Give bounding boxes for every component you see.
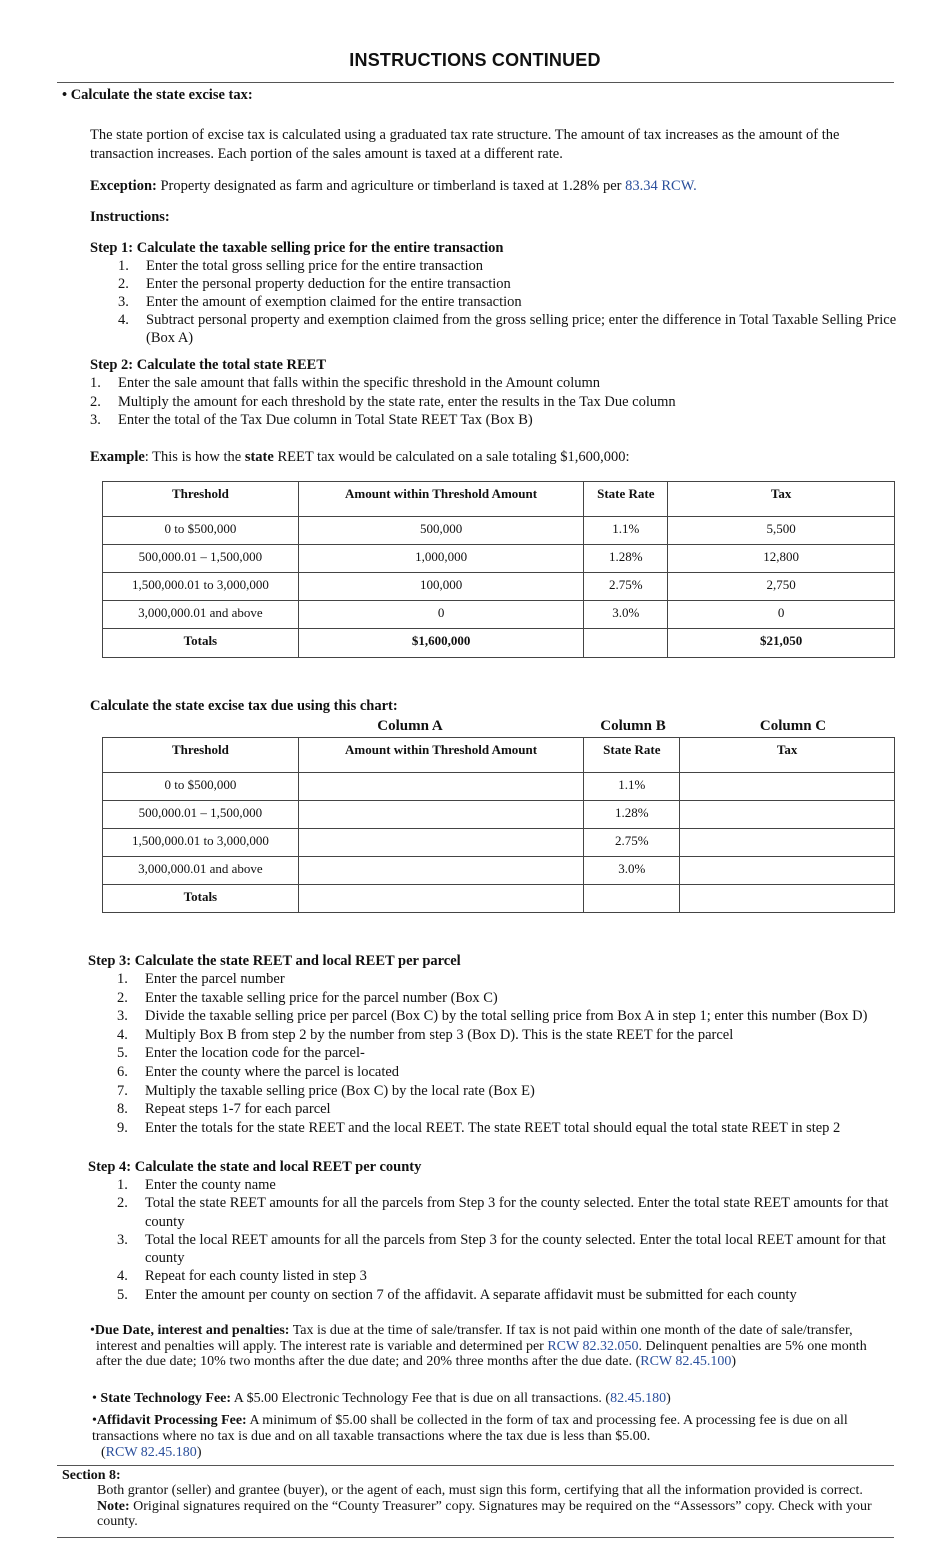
step2-item-number: 2.: [90, 393, 101, 410]
step3-list: [117, 970, 927, 1137]
affidavit-bullet-glyph: •: [92, 1413, 97, 1428]
step4-item: [117, 1176, 922, 1194]
due-label: Due Date, interest and penalties:: [94, 1323, 290, 1338]
example-table-row: [103, 545, 895, 573]
step3-item: [117, 989, 927, 1008]
step3-heading: Step 3: Calculate the state REET and local REET per parcel: [88, 953, 461, 969]
tech-label: State Technology Fee:: [100, 1391, 232, 1406]
example-totals-rate: [584, 629, 668, 658]
step3-item-text: Enter the taxable selling price for the parcel number (Box C): [145, 989, 498, 1006]
step2-item-text: Multiply the amount for each threshold by the state rate, enter the results in the Tax Due column: [118, 393, 676, 410]
chart-cell-tax[interactable]: [680, 829, 895, 857]
example-table-row: [103, 601, 895, 629]
rcw-823205-link[interactable]: RCW 82.32.050: [547, 1338, 639, 1354]
page-title: INSTRUCTIONS CONTINUED: [349, 50, 601, 70]
example-cell-threshold: 0 to $500,000: [103, 517, 299, 545]
step4-heading: Step 4: Calculate the state and local REET per county: [88, 1159, 422, 1175]
step4-item: [117, 1286, 922, 1304]
section8-divider-bottom: [57, 1537, 894, 1538]
section8-note-label: Note:: [97, 1498, 130, 1514]
step3-item: [117, 1119, 927, 1138]
step4-list: [117, 1176, 922, 1304]
example-header-row: [103, 482, 895, 517]
step4-item-text: Total the local REET amounts for all the parcels from Step 3 for the county selected. Enter the total local REET amount for that county: [145, 1231, 886, 1267]
due-bullet-glyph: •: [90, 1323, 95, 1338]
example-totals-row: [103, 629, 895, 658]
chart-cell-threshold: 1,500,000.01 to 3,000,000: [103, 829, 299, 857]
chart-cell-threshold: 500,000.01 – 1,500,000: [103, 801, 299, 829]
section8-text1: Both grantor (seller) and grantee (buyer), or the agent of each, must sign this form, certifying that all the information provided is correct.: [97, 1483, 863, 1498]
step3-item-number: 5.: [117, 1045, 128, 1062]
rcw-8245180-link[interactable]: 82.45.180: [610, 1391, 667, 1406]
chart-cell-amount[interactable]: [298, 857, 584, 885]
due-text3: ): [731, 1354, 737, 1369]
step3-item-number: 6.: [117, 1063, 128, 1080]
example-header-threshold: Threshold: [103, 482, 299, 517]
chart-cell-tax[interactable]: [680, 857, 895, 885]
due-date-block: [88, 1323, 886, 1370]
step1-item-number: 4.: [118, 312, 129, 328]
chart-cell-tax[interactable]: [680, 773, 895, 801]
step4-item-text: Total the state REET amounts for all the parcels from Step 3 for the county selected. Enter the total state REET amounts for that county: [145, 1195, 889, 1230]
exception-line: [90, 177, 920, 195]
example-label: Example: [90, 449, 145, 465]
step3-item-text: Enter the location code for the parcel-: [145, 1045, 365, 1062]
example-cell-rate: 1.28%: [584, 545, 668, 573]
example-header-rate: State Rate: [584, 482, 668, 517]
tech-text2: ): [666, 1391, 671, 1406]
chart-cell-amount[interactable]: [298, 801, 584, 829]
exception-label: Exception:: [90, 178, 157, 194]
step3-item: [117, 1026, 927, 1045]
example-cell-amount: 500,000: [298, 517, 584, 545]
example-table-row: [103, 573, 895, 601]
step2-item: [90, 393, 910, 412]
step1-item: [118, 293, 918, 311]
example-bold: state: [244, 449, 274, 465]
chart-totals-label: Totals: [103, 885, 299, 913]
step3-item: [117, 1063, 927, 1082]
example-cell-tax: 5,500: [668, 517, 895, 545]
chart-cell-rate: 3.0%: [584, 857, 680, 885]
chart-cell-rate: 1.28%: [584, 801, 680, 829]
step1-item: [118, 275, 918, 293]
affidavit-fee-block: [92, 1413, 877, 1444]
excise-intro: The state portion of excise tax is calculated using a graduated tax rate structure. The amount of tax increases as the amount of the transaction increases. Each portion of the sales amount is taxed at a different rate.: [90, 127, 840, 162]
chart-header-threshold: Threshold: [103, 738, 299, 773]
example-cell-rate: 2.75%: [584, 573, 668, 601]
step4-item: [117, 1194, 922, 1231]
step4-item-number: 4.: [117, 1268, 128, 1285]
step3-item-number: 7.: [117, 1082, 128, 1099]
step3-item: [117, 1007, 927, 1026]
chart-header-row: [103, 738, 895, 773]
step2-item: [90, 411, 910, 430]
example-line: [90, 448, 920, 466]
example-cell-tax: 0: [668, 601, 895, 629]
title-divider: [57, 82, 894, 83]
step4-item-number: 2.: [117, 1195, 128, 1212]
example-header-tax: Tax: [668, 482, 895, 517]
step3-item: [117, 1082, 927, 1101]
column-b-label: Column B: [600, 718, 666, 734]
step3-item-number: 3.: [117, 1008, 128, 1025]
example-cell-rate: 3.0%: [584, 601, 668, 629]
chart-table-row: [103, 829, 895, 857]
example-cell-amount: 100,000: [298, 573, 584, 601]
example-table-row: [103, 517, 895, 545]
step3-item-number: 1.: [117, 971, 128, 987]
step1-item: [118, 311, 918, 347]
step2-item-number: 1.: [90, 375, 101, 391]
example-cell-threshold: 500,000.01 – 1,500,000: [103, 545, 299, 573]
example-cell-amount: 0: [298, 601, 584, 629]
chart-totals-row: [103, 885, 895, 913]
step1-item-text: Subtract personal property and exemption claimed from the gross selling price; enter the difference in Total Taxable Selling Price (Box A): [146, 312, 897, 346]
affidavit-text3: ): [196, 1445, 202, 1460]
step3-item-text: Enter the totals for the state REET and the local REET. The state REET total should equal the total state REET in step 2: [145, 1119, 841, 1136]
chart-cell-amount[interactable]: [298, 773, 584, 801]
chart-table-row: [103, 801, 895, 829]
tech-bullet-glyph: •: [92, 1391, 101, 1406]
example-cell-threshold: 1,500,000.01 to 3,000,000: [103, 573, 299, 601]
step2-item-text: Enter the sale amount that falls within the specific threshold in the Amount column: [118, 375, 601, 391]
step3-item-number: 8.: [117, 1101, 128, 1118]
affidavit-text2: (: [101, 1445, 106, 1460]
column-a-label: Column A: [377, 718, 443, 734]
example-header-amount: Amount within Threshold Amount: [298, 482, 584, 517]
chart-totals-tax-cell[interactable]: [680, 885, 895, 913]
chart-totals-amount-cell[interactable]: [298, 885, 584, 913]
chart-cell-tax[interactable]: [680, 801, 895, 829]
rcw-8245180-affidavit-link[interactable]: RCW 82.45.180: [105, 1445, 197, 1460]
chart-cell-threshold: 0 to $500,000: [103, 773, 299, 801]
chart-table-row: [103, 857, 895, 885]
step2-heading: Step 2: Calculate the total state REET: [90, 357, 327, 373]
step4-item-number: 3.: [117, 1231, 128, 1248]
step1-item-text: Enter the amount of exemption claimed for the entire transaction: [146, 294, 522, 310]
affidavit-label: Affidavit Processing Fee:: [96, 1413, 247, 1428]
step1-item-number: 2.: [118, 276, 129, 292]
rcw-8245100-link[interactable]: RCW 82.45.100: [640, 1354, 732, 1369]
step3-item-number: 2.: [117, 989, 128, 1006]
column-c-label: Column C: [759, 718, 827, 734]
chart-totals-rate-cell: [584, 885, 680, 913]
chart-cell-threshold: 3,000,000.01 and above: [103, 857, 299, 885]
step3-item-number: 9.: [117, 1119, 128, 1136]
chart-heading: Calculate the state excise tax due using this chart:: [90, 698, 398, 714]
step3-item-number: 4.: [117, 1026, 128, 1043]
affidavit-text1: A minimum of $5.00 shall be collected in the form of tax and processing fee. A processing fee is due on all transactions where no tax is due and on all taxable transactions where the tax due is less than $5.00.: [92, 1413, 848, 1444]
step3-item-text: Repeat steps 1-7 for each parcel: [145, 1101, 331, 1118]
step3-item-text: Enter the county where the parcel is located: [145, 1063, 400, 1080]
chart-cell-rate: 2.75%: [584, 829, 680, 857]
step1-item: [118, 257, 918, 275]
example-cell-amount: 1,000,000: [298, 545, 584, 573]
example-text1: : This is how the: [144, 449, 245, 465]
step4-item-text: Enter the county name: [145, 1177, 276, 1193]
chart-cell-amount[interactable]: [298, 829, 584, 857]
step1-item-text: Enter the total gross selling price for the entire transaction: [146, 258, 484, 274]
step3-item: [117, 1044, 927, 1063]
step4-item: [117, 1267, 922, 1285]
step3-item-text: Multiply Box B from step 2 by the number from step 3 (Box D). This is the state REET for the parcel: [145, 1026, 734, 1043]
tech-fee-block: [92, 1390, 882, 1408]
instructions-label: Instructions:: [90, 209, 170, 225]
rcw-8334-link[interactable]: 83.34 RCW.: [625, 178, 697, 194]
due-text1: Tax is due at the time of sale/transfer. If tax is not paid within one month of the date of sale/transfer, interest and penalties will apply. The interest rate is variable and determined per: [96, 1323, 853, 1354]
step4-item: [117, 1231, 922, 1268]
example-totals-label: Totals: [103, 629, 299, 658]
example-cell-tax: 12,800: [668, 545, 895, 573]
chart-table: [102, 737, 895, 913]
step3-item: [117, 1100, 927, 1119]
tech-text1: A $5.00 Electronic Technology Fee that is due on all transactions. (: [231, 1391, 611, 1406]
step2-item-number: 3.: [90, 412, 101, 428]
step4-item-text: Enter the amount per county on section 7 of the affidavit. A separate affidavit must be submitted for each county: [145, 1286, 797, 1303]
step1-item-text: Enter the personal property deduction for the entire transaction: [146, 276, 511, 292]
section8-heading: Section 8:: [62, 1468, 121, 1483]
step1-list: [118, 257, 918, 347]
chart-header-rate: State Rate: [584, 738, 680, 773]
example-totals-tax: $21,050: [668, 629, 895, 658]
example-totals-amount: $1,600,000: [298, 629, 584, 658]
chart-header-amount: Amount within Threshold Amount: [298, 738, 584, 773]
step2-item: [90, 374, 910, 393]
step1-heading: Step 1: Calculate the taxable selling price for the entire transaction: [90, 240, 504, 256]
step3-item-text: Enter the parcel number: [145, 971, 285, 987]
exception-text: Property designated as farm and agriculture or timberland is taxed at 1.28% per: [156, 178, 626, 194]
section8-divider-top: [57, 1465, 894, 1466]
example-table: [102, 481, 895, 658]
step3-item-text: Multiply the taxable selling price (Box C) by the local rate (Box E): [145, 1082, 535, 1099]
step4-item-number: 5.: [117, 1286, 128, 1303]
affidavit-rcw-line: [101, 1444, 201, 1462]
excise-bullet: • Calculate the state excise tax:: [62, 87, 253, 103]
section8-text: [97, 1483, 887, 1530]
chart-cell-rate: 1.1%: [584, 773, 680, 801]
step4-item-text: Repeat for each county listed in step 3: [145, 1268, 367, 1285]
step3-item-text: Divide the taxable selling price per parcel (Box C) by the total selling price from Box A in step 1; enter this number (Box D): [145, 1008, 868, 1025]
chart-table-row: [103, 773, 895, 801]
example-cell-tax: 2,750: [668, 573, 895, 601]
step1-item-number: 3.: [118, 294, 129, 310]
chart-header-tax: Tax: [680, 738, 895, 773]
example-cell-rate: 1.1%: [584, 517, 668, 545]
section8-text2: Original signatures required on the “County Treasurer” copy. Signatures may be required on the “Assessors” copy. Check with your county.: [97, 1498, 872, 1529]
due-text2: . Delinquent penalties are 5% one month after the due date; 10% two months after the due date; and 20% three months after the due date. (: [96, 1338, 867, 1369]
example-cell-threshold: 3,000,000.01 and above: [103, 601, 299, 629]
step4-item-number: 1.: [117, 1177, 128, 1193]
example-text2: REET tax would be calculated on a sale totaling $1,600,000:: [273, 449, 630, 465]
step2-list: [90, 374, 910, 430]
step2-item-text: Enter the total of the Tax Due column in Total State REET Tax (Box B): [118, 412, 533, 428]
step3-item: [117, 970, 927, 989]
step1-item-number: 1.: [118, 258, 129, 274]
